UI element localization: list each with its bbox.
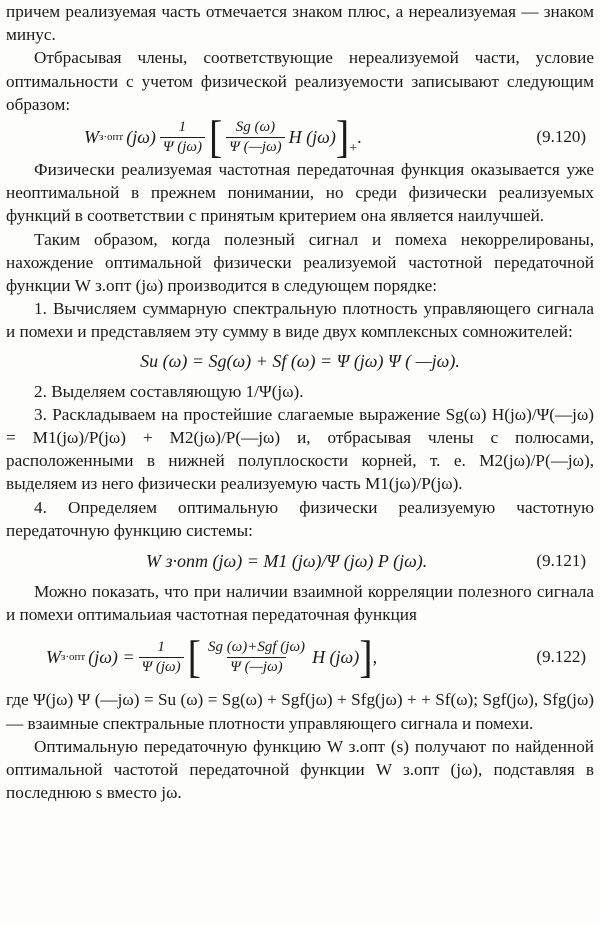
eq-su-text: Su (ω) = Sg(ω) + Sf (ω) = Ψ (jω) Ψ ( —jω). xyxy=(140,351,460,372)
paragraph-9: Можно показать, что при наличии взаимной корреляции полезного сигнала и помехи оптимальиая частотная передаточная функция xyxy=(6,582,594,625)
eq121-text: W з·опт (jω) = M1 (jω)/Ψ (jω) P (jω). xyxy=(146,550,428,571)
paragraph-1: причем реализуемая часть отмечается знаком плюс, а нереализуемая — знаком минус. xyxy=(6,2,594,45)
eq120-f2-den: Ψ (—jω) xyxy=(226,137,284,156)
paragraph-11: Оптимальную передаточную функцию W з.опт (s) получают по найденной оптимальной частотой передаточной функции W з.опт (jω), подставляя в последнюю s вместо jω. xyxy=(6,736,594,803)
paragraph-7: 3. Раскладываем на простейшие слагаемые выражение Sg(ω) H(jω)/Ψ(—jω) = M1(jω)/P(jω) + M2(jω)/P(—jω) и, отбрасывая члены с полюсами, расположенными в нижней полуплоскости корней, т. е. M2(jω)/P(—jω), выделяем из него физически реализуемую часть M1(jω)/P(jω). xyxy=(6,404,594,494)
eq122-fraction-2 xyxy=(205,639,308,676)
equation-su xyxy=(6,344,594,380)
eq120-arg: (jω) xyxy=(126,126,156,147)
eq122-left-bracket: [ xyxy=(187,631,201,683)
eq122-lhs-sub: з·опт xyxy=(61,651,86,664)
paragraph-8: 4. Определяем оптимальную физически реализуемую частотную передаточную функцию системы: xyxy=(6,497,594,540)
eq120-fraction-2 xyxy=(226,119,284,156)
eq122-tail: H (jω) xyxy=(312,646,360,667)
eq122-arg: (jω) = xyxy=(88,646,135,667)
eq120-f1-num: 1 xyxy=(178,118,187,135)
paragraph-4: Таким образом, когда полезный сигнал и помеха некоррелированы, нахождение оптимальной физически реализуемой частотной передаточной функции W з.опт (jω) производится в следующем порядке: xyxy=(6,229,594,296)
equation-9-122: W з·опт (jω) = $\frac{1}{\Psi (j\omega)}$ [ $\frac{\text{Sg (ω)+Sgf (jω)}}{\Psi (—j\omega)}$ H (jω) ] , (9.122) xyxy=(46,631,586,683)
paragraph-5: 1. Вычисляем суммарную спектральную плотность управляющего сигнала и помехи и представляем эту сумму в виде двух комплексных сомножителей: xyxy=(6,299,594,342)
eq121-number: (9.121) xyxy=(536,551,586,571)
equation-9-120: W з·опт (jω) $\frac{1}{\Psi (j\omega)}$ [ $\frac{Sg (\omega)}{\Psi (—j\omega)}$ H (jω) ] $_+$ . (9.120) xyxy=(84,110,586,163)
eq122-lhs: W xyxy=(46,646,61,667)
eq122-f2-den: Ψ (—jω) xyxy=(227,657,285,676)
eq120-tail: H (jω) xyxy=(288,126,336,147)
paragraph-10: где Ψ(jω) Ψ (—jω) = Su (ω) = Sg(ω) + Sgf(jω) + Sfg(jω) + + Sf(ω); Sgf(jω), Sfg(jω) — взаимные спектральные плотности управляющего сигнала и помехи. xyxy=(6,690,594,733)
equation-9-121 xyxy=(6,542,594,580)
eq122-right-bracket: ] xyxy=(359,631,373,683)
eq120-fraction-1 xyxy=(160,119,205,156)
paragraph-2: Отбрасывая члены, соответствующие нереализуемой части, условие оптимальности с учетом физической реализуемости записывают следующим образом: xyxy=(6,48,594,114)
paragraph-3: Физически реализуемая частотная передаточная функция оказывается уже неоптимальной в прежнем понимании, но среди физически реализуемых функций в соответствии с принятым критерием она является наилучшей. xyxy=(6,160,594,226)
eq120-number: (9.120) xyxy=(536,127,586,147)
eq120-plus-sub: + xyxy=(349,141,358,157)
eq122-f1-den: Ψ (jω) xyxy=(139,657,184,676)
eq122-f1-num: 1 xyxy=(157,638,165,655)
eq120-right-bracket: ] xyxy=(335,110,350,163)
eq120-f1-den: Ψ (jω) xyxy=(160,137,205,156)
eq122-number: (9.122) xyxy=(536,647,586,667)
eq120-f2-num: Sg (ω) xyxy=(235,118,276,135)
eq122-f2-num: Sg (ω)+Sgf (jω) xyxy=(207,638,306,655)
eq120-lhs: W xyxy=(84,126,99,147)
paragraph-6: 2. Выделяем составляющую 1/Ψ(jω). xyxy=(34,381,304,401)
eq120-left-bracket: [ xyxy=(208,110,223,163)
eq120-lhs-sub: з·опт xyxy=(99,131,124,144)
eq122-fraction-1 xyxy=(139,639,184,676)
